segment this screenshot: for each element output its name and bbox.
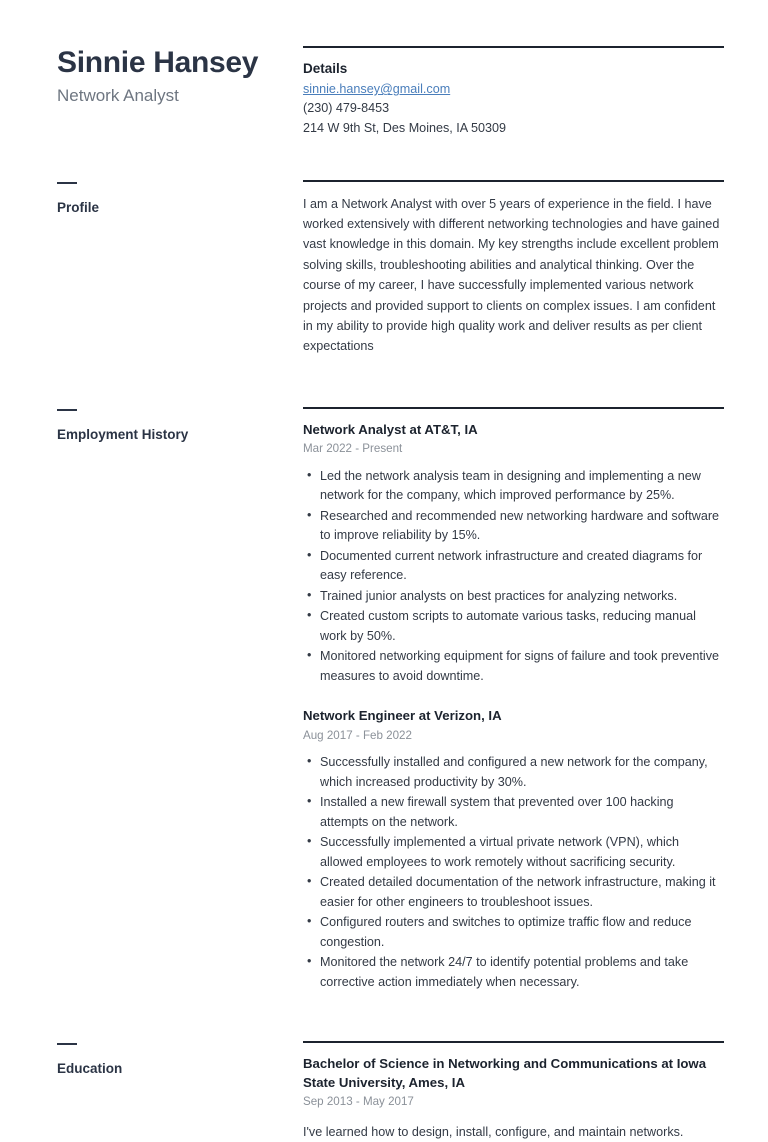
list-item: • Led the network analysis team in designing and implementing a new network for the company, which improved performance by 25%. (320, 467, 724, 506)
list-item: • Configured routers and switches to optimize traffic flow and reduce congestion. (320, 913, 724, 952)
employment-entry-bullets (303, 467, 724, 687)
section-dash-icon (57, 409, 77, 411)
education-content-column (303, 1041, 724, 1142)
employment-entry-title: Network Engineer at Verizon, IA (303, 708, 502, 724)
list-item: • Documented current network infrastructure and created diagrams for easy reference. (320, 547, 724, 586)
profile-text: I am a Network Analyst with over 5 years of experience in the field. I have worked extensively with different networking technologies and have gained vast knowledge in this domain. My key strengths include excellent problem solving skills, troubleshooting abilities and analytical thinking. Over the course of my career, I have successfully implemented various network projects and provided support to clients on complex issues. I am confident in my ability to provide high quality work and deliver results as per client expectations (303, 196, 720, 354)
address-text: 214 W 9th St, Des Moines, IA 50309 (303, 120, 507, 135)
details-column (303, 46, 724, 138)
employment-divider (303, 407, 724, 409)
profile-section (57, 180, 724, 357)
employment-entry-bullets (303, 753, 724, 992)
list-item: • Created custom scripts to automate various tasks, reducing manual work by 50%. (320, 607, 724, 646)
list-item: • Trained junior analysts on best practices for analyzing networks. (320, 587, 724, 607)
education-entry-description: I've learned how to design, install, configure, and maintain networks. (303, 1124, 684, 1139)
education-heading-column (57, 1041, 303, 1077)
header-section (57, 46, 724, 138)
list-item: • Monitored the network 24/7 to identify potential problems and take corrective action immediately when necessary. (320, 953, 724, 992)
list-item: • Researched and recommended new networking hardware and software to improve reliability by 15%. (320, 507, 724, 546)
employment-entry-title: Network Analyst at AT&T, IA (303, 421, 478, 437)
profile-content-column (303, 180, 724, 357)
details-heading: Details (303, 61, 348, 76)
section-dash-icon (57, 1043, 77, 1045)
profile-heading: Profile (57, 199, 100, 215)
employment-heading: Employment History (57, 426, 189, 442)
employment-entry-date: Mar 2022 - Present (303, 442, 403, 456)
education-heading: Education (57, 1061, 123, 1077)
list-item: • Monitored networking equipment for signs of failure and took preventive measures to avoid downtime. (320, 647, 724, 686)
details-divider (303, 46, 724, 48)
header-identity-column (57, 46, 303, 107)
list-item: • Successfully implemented a virtual private network (VPN), which allowed employees to work remotely without sacrificing security. (320, 833, 724, 872)
email-row (303, 80, 724, 99)
education-section (57, 1041, 724, 1142)
employment-entry (303, 421, 724, 687)
profile-divider (303, 180, 724, 182)
employment-content-column (303, 407, 724, 994)
email-link[interactable]: sinnie.hansey@gmail.com (303, 82, 451, 97)
list-item: • Installed a new firewall system that prevented over 100 hacking attempts on the network. (320, 793, 724, 832)
employment-entry (303, 707, 724, 992)
education-entry (303, 1055, 724, 1142)
section-dash-icon (57, 182, 77, 184)
employment-entry-date: Aug 2017 - Feb 2022 (303, 728, 412, 742)
list-item: • Successfully installed and configured a new network for the company, which increased productivity by 30%. (320, 753, 724, 792)
job-title: Network Analyst (57, 85, 179, 105)
page-title: Sinnie Hansey (57, 46, 259, 79)
phone-text: (230) 479-8453 (303, 101, 390, 116)
employment-section (57, 407, 724, 994)
education-entry-date: Sep 2013 - May 2017 (303, 1095, 414, 1109)
education-entry-title: Bachelor of Science in Networking and Communications at Iowa State University, Ames, IA (303, 1056, 707, 1090)
profile-heading-column (57, 180, 303, 216)
list-item: • Created detailed documentation of the network infrastructure, making it easier for other engineers to troubleshoot issues. (320, 873, 724, 912)
employment-heading-column (57, 407, 303, 443)
education-divider (303, 1041, 724, 1043)
